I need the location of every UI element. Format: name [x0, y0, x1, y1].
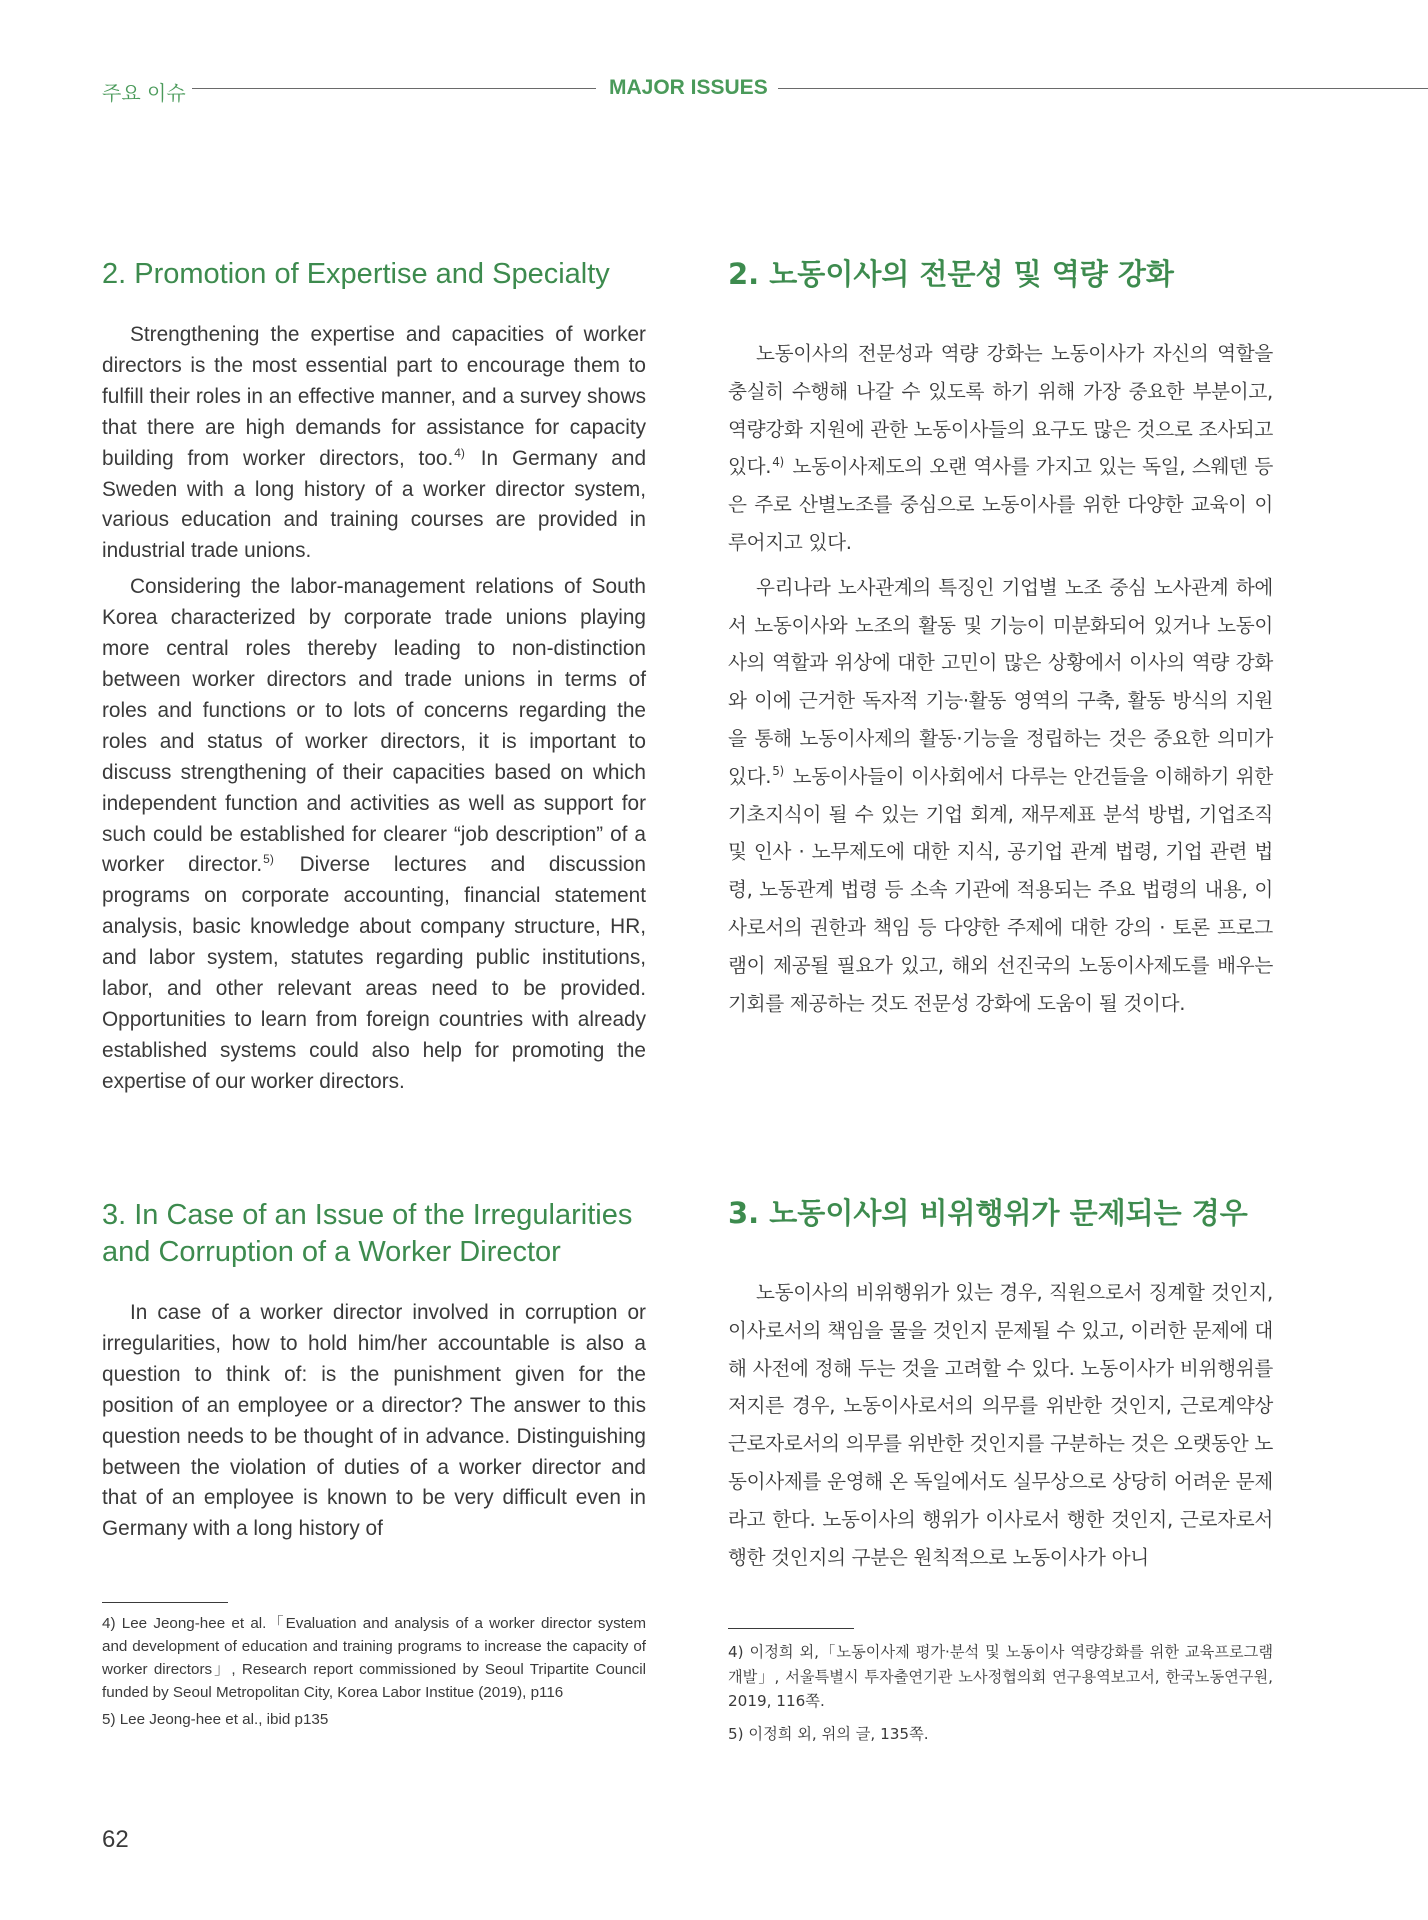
paragraph: 노동이사의 비위행위가 있는 경우, 직원으로서 징계할 것인지, 이사로서의 책임을 물을 것인지 문제될 수 있고, 이러한 문제에 대해 사전에 정해 두는 것을 고려할 수 있다. 노동이사가 비위행위를 저지른 경우, 노동이사로서의 의무를 위반한 것인지, 근로계약상 근로자로서의 의무를 위반한 것인지를 구분하는 것은 오랫동안 노동이사제를 운영해 온 독일에서도 실무상으로 상당히 어려운 문제라고 한다. 노동이사의 행위가 이사로서 행한 것인지, 근로자로서 행한 것인지의 구분은 원칙적으로 노동이사가 아니 [728, 1281, 1273, 1569]
footnote-ref[interactable]: 5) [772, 764, 784, 779]
header-english-label: MAJOR ISSUES [609, 76, 768, 99]
page-number: 62 [102, 1826, 129, 1853]
footnote-rule [728, 1628, 854, 1629]
section-title: 3. In Case of an Issue of the Irregularities and Corruption of a Worker Director [102, 1199, 633, 1268]
section-2-english-body [102, 320, 646, 1098]
section-3-korean-heading [728, 1195, 1273, 1232]
paragraph: Strengthening the expertise and capacities of worker directors is the most essential part to encourage them to fulfill their roles in an effective manner, and a survey shows that there are high demands for assistance for capacity building from worker directors, too.$^{4)}$ In Germany and Sweden with a long history of a worker director system, various education and training courses are provided in industrial trade unions. [102, 323, 647, 563]
footnote-ref[interactable]: 5) [263, 852, 274, 867]
section-3-korean-body [728, 1274, 1273, 1576]
section-2-english-heading [102, 256, 646, 293]
header-rule-right [778, 88, 1428, 89]
header-korean-label: 주요 이슈 [102, 81, 186, 105]
footnote-ref[interactable]: 4) [772, 454, 784, 469]
running-header [102, 72, 1428, 104]
footnotes-english [102, 1612, 646, 1731]
paragraph: 노동이사의 전문성과 역량 강화는 노동이사가 자신의 역할을 충실히 수행해 나갈 수 있도록 하기 위해 가장 중요한 부분이고, 역량강화 지원에 관한 노동이사들의 요구도 많은 것으로 조사되고 있다.$^{4)}$ 노동이사제도의 오랜 역사를 가지고 있는 독일, 스웨덴 등은 주로 산별노조를 중심으로 노동이사를 위한 다양한 교육이 이루어지고 있다. [728, 342, 1273, 554]
paragraph: 우리나라 노사관계의 특징인 기업별 노조 중심 노사관계 하에서 노동이사와 노조의 활동 및 기능이 미분화되어 있거나 노동이사의 역할과 위상에 대한 고민이 많은 상황에서 이사의 역량 강화와 이에 근거한 독자적 기능·활동 영역의 구축, 활동 방식의 지원을 통해 노동이사제의 활동·기능을 정립하는 것은 중요한 의미가 있다.$^{5)}$ 노동이사들이 이사회에서 다루는 안건들을 이해하기 위한 기초지식이 될 수 있는 기업 회계, 재무제표 분석 방법, 기업조직 및 인사 · 노무제도에 대한 지식, 공기업 관계 법령, 기업 관련 법령, 노동관계 법령 등 소속 기관에 적용되는 주요 법령의 내용, 이사로서의 권한과 책임 등 다양한 주제에 대한 강의 · 토론 프로그램이 제공될 필요가 있고, 해외 선진국의 노동이사제도를 배우는 기회를 제공하는 것도 전문성 강화에 도움이 될 것이다. [728, 575, 1273, 1015]
section-3-english-heading [102, 1197, 646, 1271]
section-3-english-body [102, 1298, 646, 1545]
footnote-4: 4) Lee Jeong-hee et al.「Evaluation and analysis of a worker director system and development of education and training programs to increase the capacity of worker directors」, Research report commissioned by Seoul Tripartite Council funded by Seoul Metropolitan City, Korea Labor Institue (2019), p116 [102, 1615, 646, 1701]
section-title: 2. 노동이사의 전문성 및 역량 강화 [728, 257, 1174, 291]
section-title: 3. 노동이사의 비위행위가 문제되는 경우 [728, 1196, 1248, 1230]
footnotes-korean [728, 1640, 1273, 1746]
paragraph: Considering the labor-management relations of South Korea characterized by corporate trade unions playing more central roles thereby leading to non-distinction between worker directors and trade unions in terms of roles and functions or to lots of concerns regarding the roles and status of worker directors, it is important to discuss strengthening of their capacities based on which independent function and activities as well as support for such could be established for clearer “job description” of a worker director.$^{5)}$ Diverse lectures and discussion programs on corporate accounting, financial statement analysis, basic knowledge about company structure, HR, and labor system, statutes regarding public institutions, labor, and other relevant areas need to be provided. Opportunities to learn from foreign countries with already established systems could also help for promoting the expertise of our worker directors. [102, 575, 647, 1093]
section-2-korean-body [728, 335, 1273, 1022]
section-title: 2. Promotion of Expertise and Specialty [102, 258, 610, 290]
footnote-rule [102, 1602, 228, 1603]
section-2-korean-heading [728, 256, 1273, 293]
footnote-5: 5) 이정희 외, 위의 글, 135쪽. [728, 1724, 929, 1743]
footnote-5: 5) Lee Jeong-hee et al., ibid p135 [102, 1711, 329, 1728]
header-rule-left [192, 88, 596, 89]
paragraph: In case of a worker director involved in corruption or irregularities, how to hold him/her accountable is also a question to think of: is the punishment given for the position of an employee or a director? The answer to this question needs to be thought of in advance. Distinguishing between the violation of duties of a worker director and that of an employee is known to be very difficult even in Germany with a long history of [102, 1301, 646, 1541]
footnote-4: 4) 이정희 외,「노동이사제 평가·분석 및 노동이사 역량강화를 위한 교육프로그램 개발」, 서울특별시 투자출연기관 노사정협의회 연구용역보고서, 한국노동연구원, 2019, 116쪽. [728, 1643, 1273, 1710]
footnote-ref[interactable]: 4) [454, 445, 465, 460]
